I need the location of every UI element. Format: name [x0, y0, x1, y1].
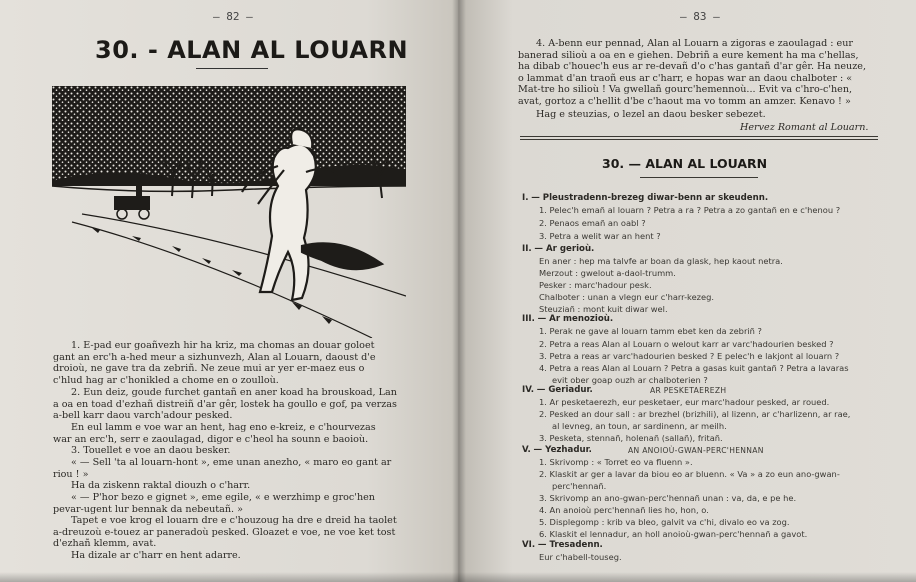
list-item: 3. Pesketa, stennañ, holenañ (sallañ), fritañ.: [539, 433, 723, 443]
list-item: 4. An anoioù perc'hennañ lies ho, hon, o.: [539, 505, 709, 515]
title-underline: [196, 68, 268, 69]
list-item: 2. Penaos emañ an oabl ?: [539, 218, 646, 228]
divider-top: [520, 136, 878, 137]
paragraph-3: 3. Touellet e voe an daou besker.: [71, 445, 231, 456]
list-item: 5. Displegomp : krib va bleo, galvit va c'hi, divalo eo va zog.: [539, 517, 790, 527]
list-item: 3. Petra a welit war an hent ?: [539, 231, 661, 241]
list-item: 1. Skrivomp : « Torret eo va fluenn ».: [539, 457, 693, 467]
list-item: 2. Pesked an dour sall : ar brezhel (brizhili), al lizenn, ar c'harlizenn, ar rae,: [539, 409, 851, 419]
paragraph-2: 2. Eun deiz, goude furchet gantañ en aner koad ha brouskoad, Lan a oa en toad d'ezhañ distreiñ d'ar gêr, lostek ha goullo e gof, pa verzas a-bell karr daou varch'adour pesked.: [53, 387, 397, 421]
paragraph-3b: « — Sell 'ta al louarn-hont », eme unan anezho, « maro eo gant ar riou ! »: [53, 457, 392, 480]
page-number-left: — 82 —: [213, 10, 253, 23]
bottom-shadow: [0, 572, 916, 582]
paragraph-4: 4. A-benn eur pennad, Alan al Louarn a zigoras e zaoulagad : eur banerad silioù a oa en e giehen. Debriñ a eure kement ha ma c'hellas, ha dibab c'houec'h eus ar re-devañ d'o c'has gantañ d'ar gêr. Ha neuze, o lammat d'an traoñ eus ar c'harr, e hopas war an daou chalboter : « Mat-tre ho silioù ! Va gwellañ gourc'hemennoù... Evit va c'hro-c'hen, avat, gortoz a c'hellit d'be c'haout ma vo tomm an amzer. Kenavo ! »: [518, 38, 867, 107]
book-gutter: [452, 0, 466, 582]
list-item: 6. Klaskit el lennadur, an holl anoioù-gwan-perc'hennañ a gavot.: [539, 529, 808, 539]
paragraph-3c: Ha da ziskenn raktal diouzh o c'harr.: [71, 480, 251, 491]
list-item: 4. Petra a reas Alan al Louarn ? Petra a gasas kuit gantañ ? Petra a lavaras: [539, 363, 849, 373]
paragraph-1: 1. E-pad eur goañvezh hir ha kriz, ma chomas an douar goloet gant an erc'h a-hed meur a sizhunvezh, Alan al Louarn, daoust d'e droioù, ne gave tra da zebriñ. Ne zeue mui ar yer er-maez eus o c'hlud hag ar c'honikled a chome en o zoulloù.: [53, 340, 376, 386]
list-item: Chalboter : unan a vlegn eur c'harr-kezeg.: [539, 292, 715, 302]
section-3-heading: III. — Ar menozioù.: [522, 314, 614, 324]
paragraph-3d: « — P'hor bezo e gignet », eme egile, « e werzhimp e groc'hen pevar-ugent lur bennak da nebeutañ. »: [53, 492, 375, 515]
section-6-heading: VI. — Tresadenn.: [522, 540, 603, 550]
source-attribution: Hervez Romant al Louarn.: [740, 122, 869, 133]
list-item: evit ober goap ouzh ar chalboterien ?: [552, 375, 708, 385]
list-item: 3. Skrivomp an ano-gwan-perc'hennañ unan : va, da, e pe he.: [539, 493, 797, 503]
list-item: 1. Pelec'h emañ al louarn ? Petra a ra ? Petra a zo gantañ en e c'henou ?: [539, 205, 841, 215]
fox-illustration: [52, 86, 406, 338]
list-item: Pesker : marc'hadour pesk.: [539, 280, 652, 290]
section-5-topic: AN ANOIOÙ-GWAN-PERC'HENNAN: [628, 446, 764, 455]
list-item: 1. Perak ne gave al louarn tamm ebet ken da zebriñ ?: [539, 326, 762, 336]
list-item: Eur c'habell-touseg.: [539, 552, 622, 562]
section-1-heading: I. — Pleustradenn-brezeg diwar-benn ar skeudenn.: [522, 193, 769, 203]
list-item: En aner : hep ma talvfe ar boan da glask, hep kaout netra.: [539, 256, 783, 266]
exercise-title: 30. — ALAN AL LOUARN: [602, 156, 768, 171]
list-item: 3. Petra a reas ar varc'hadourien besked ? E pelec'h e lakjont al louarn ?: [539, 351, 840, 361]
page-number-right: — 83 —: [680, 10, 720, 23]
list-item: Merzout : gwelout a-daol-trumm.: [539, 268, 676, 278]
paragraph-3f: Ha dizale ar c'harr en hent adarre.: [71, 550, 241, 561]
section-4-heading: IV. — Geriadur.: [522, 385, 593, 395]
list-item: 2. Klaskit ar ger a lavar da biou eo ar bluenn. « Va » a zo eun ano-gwan-: [539, 469, 840, 479]
page-title: 30. - ALAN AL LOUARN: [95, 36, 409, 64]
list-item: perc'hennañ.: [552, 481, 607, 491]
divider-top-2: [520, 139, 878, 140]
exercise-title-underline: [640, 177, 758, 178]
list-item: Steuziañ : mont kuit diwar wel.: [539, 304, 668, 314]
list-item: 1. Ar pesketaerezh, eur pesketaer, eur marc'hadour pesked, ar roued.: [539, 397, 830, 407]
list-item: al levneg, an toun, ar sardinenn, ar meilh.: [552, 421, 727, 431]
list-item: 2. Petra a reas Alan al Louarn o welout karr ar varc'hadourien besked ?: [539, 339, 834, 349]
section-2-heading: II. — Ar gerioù.: [522, 244, 595, 254]
section-5-heading: V. — Yezhadur.: [522, 445, 592, 455]
paragraph-3e: Tapet e voe krog el louarn dre e c'houzoug ha dre e dreid ha taolet a-dreuzoù e-touez ar paneradoù pesked. Gloazet e voe, ne voe ket tost d'ezhañ klemm, avat.: [53, 515, 397, 549]
paragraph-2b: En eul lamm e voe war an hent, hag eno e-kreiz, e c'hourvezas war an erc'h, serr e zaoulagad, digor e c'heol ha sounn e baoioù.: [53, 422, 376, 445]
section-4-topic: AR PESKETAEREZH: [650, 386, 727, 395]
closing-line: Hag e steuzias, o lezel an daou besker sebezet.: [536, 109, 766, 120]
